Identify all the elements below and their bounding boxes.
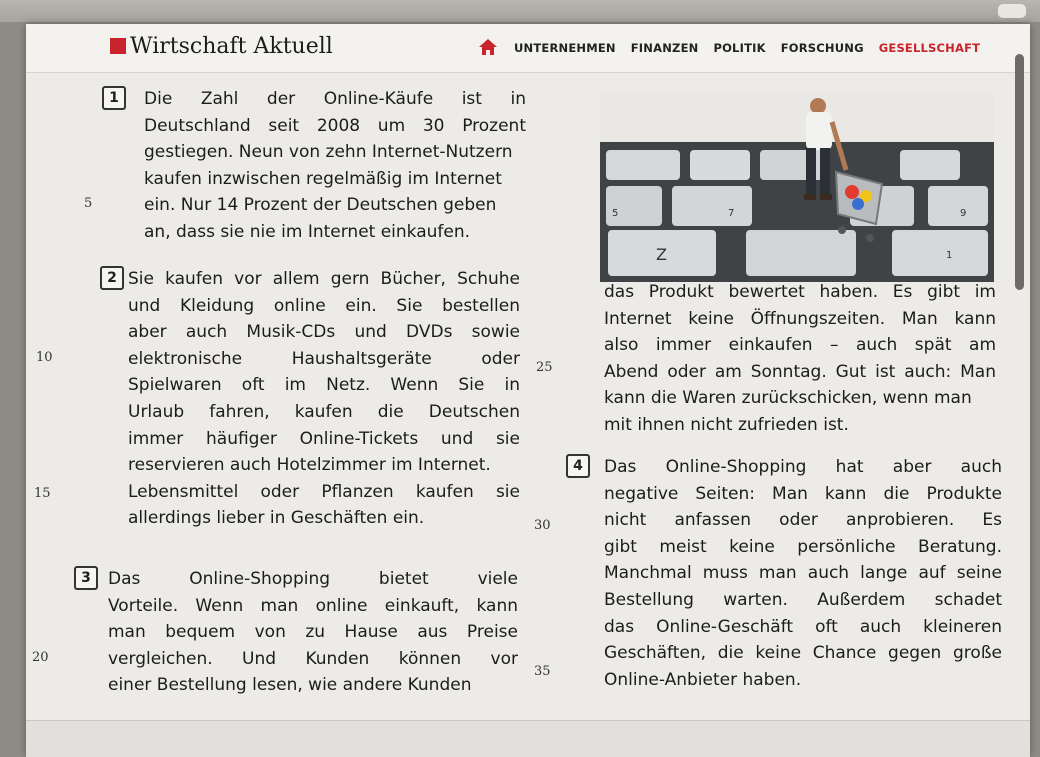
text-line: an, dass sie nie im Internet einkaufen. [144,221,471,242]
nav-item-politik[interactable]: POLITIK [713,41,766,55]
key-label: 1 [946,250,953,261]
article-page [26,24,1030,756]
window-title-bar [0,0,1040,22]
text-line: gestiegen. Neun von zehn Internet-Nutzern [144,142,513,163]
text-line: Manchmal muss man auch lange auf seine [604,563,1002,584]
scrollbar-thumb[interactable] [1015,54,1024,290]
text-line: also immer einkaufen – auch spät am [604,335,996,356]
line-number: 10 [36,350,53,365]
article-photo [600,92,994,282]
nav-item-unternehmen[interactable]: UNTERNEHMEN [514,41,616,55]
text-line: Online-Anbieter haben. [604,669,802,690]
text-line: vergleichen. Und Kunden können vor [108,648,518,669]
logo-mark [110,38,126,54]
paragraph-3-continued [604,279,996,439]
paragraph-number: 3 [74,566,98,590]
text-line: Urlaub fahren, kaufen die Deutschen [128,401,520,422]
key-label: 5 [612,208,619,219]
home-icon[interactable] [478,38,498,56]
text-line: Deutschland seit 2008 um 30 Prozent [144,115,526,136]
line-number: 15 [34,486,51,501]
text-line: Das Online-Shopping bietet viele [108,569,518,589]
text-line: Das Online-Shopping hat aber auch [604,457,1002,477]
text-line: Geschäften, die keine Chance gegen große [604,643,1002,664]
text-line: Abend oder am Sonntag. Gut ist auch: Man [604,361,996,382]
paragraph-number: 1 [102,86,126,110]
key-label: 9 [960,208,967,219]
window-control-button[interactable] [998,4,1026,18]
site-title[interactable]: Wirtschaft Aktuell [130,34,333,59]
main-nav [514,41,980,55]
paragraph-4 [604,454,1002,693]
text-line: Bestellung warten. Außerdem schadet [604,589,1002,610]
line-number: 25 [536,360,553,375]
text-line: aber auch Musik-CDs und DVDs sowie [128,322,520,343]
text-line: einer Bestellung lesen, wie andere Kunden [108,675,472,696]
text-line: nicht anfassen oder anprobieren. Es [604,510,1002,531]
paragraph-3 [108,566,518,699]
text-line: reservieren auch Hotelzimmer im Internet. [128,455,491,476]
paragraph-number: 2 [100,266,124,290]
text-line: und Kleidung online ein. Sie bestellen [128,295,520,316]
line-number: 30 [534,518,551,533]
text-line: kaufen inzwischen regelmäßig im Internet [144,168,502,189]
text-line: Spielwaren oft im Netz. Wenn Sie in [128,375,520,396]
paragraph-number: 4 [566,454,590,478]
text-line: das Online-Geschäft oft auch kleineren [604,616,1002,637]
text-line: allerdings lieber in Geschäften ein. [128,508,425,529]
nav-item-finanzen[interactable]: FINANZEN [630,41,699,55]
text-line: gibt meist keine persönliche Beratung. [604,536,1002,557]
text-line: Die Zahl der Online-Käufe ist in [144,89,526,109]
text-line: Internet keine Öffnungszeiten. Man kann [604,308,996,329]
paragraph-2 [128,266,520,532]
line-number: 20 [32,650,49,665]
text-line: Lebensmittel oder Pflanzen kaufen sie [128,481,520,502]
text-line: elektronische Haushaltsgeräte oder [128,348,520,369]
nav-item-gesellschaft[interactable]: GESELLSCHAFT [878,41,981,55]
text-line: immer häufiger Online-Tickets und sie [128,428,520,449]
key-label: 7 [728,208,735,219]
text-line: Sie kaufen vor allem gern Bücher, Schuhe [128,269,520,289]
site-header [26,24,1030,73]
key-label: Z [656,245,667,264]
page-bottom-edge [26,720,1030,757]
text-line: ein. Nur 14 Prozent der Deutschen geben [144,195,497,216]
paragraph-1 [144,86,526,246]
nav-item-forschung[interactable]: FORSCHUNG [780,41,864,55]
keyboard-cart-image [600,92,994,282]
line-number: 5 [84,196,93,211]
text-line: negative Seiten: Man kann die Produkte [604,483,1002,504]
scrollbar[interactable] [1014,48,1026,748]
text-line: Vorteile. Wenn man online einkauft, kann [108,595,518,616]
text-line: kann die Waren zurückschicken, wenn man [604,388,972,409]
text-line: man bequem von zu Hause aus Preise [108,622,518,643]
text-line: mit ihnen nicht zufrieden ist. [604,414,849,435]
text-line: das Produkt bewertet haben. Es gibt im [604,282,996,302]
line-number: 35 [534,664,551,679]
